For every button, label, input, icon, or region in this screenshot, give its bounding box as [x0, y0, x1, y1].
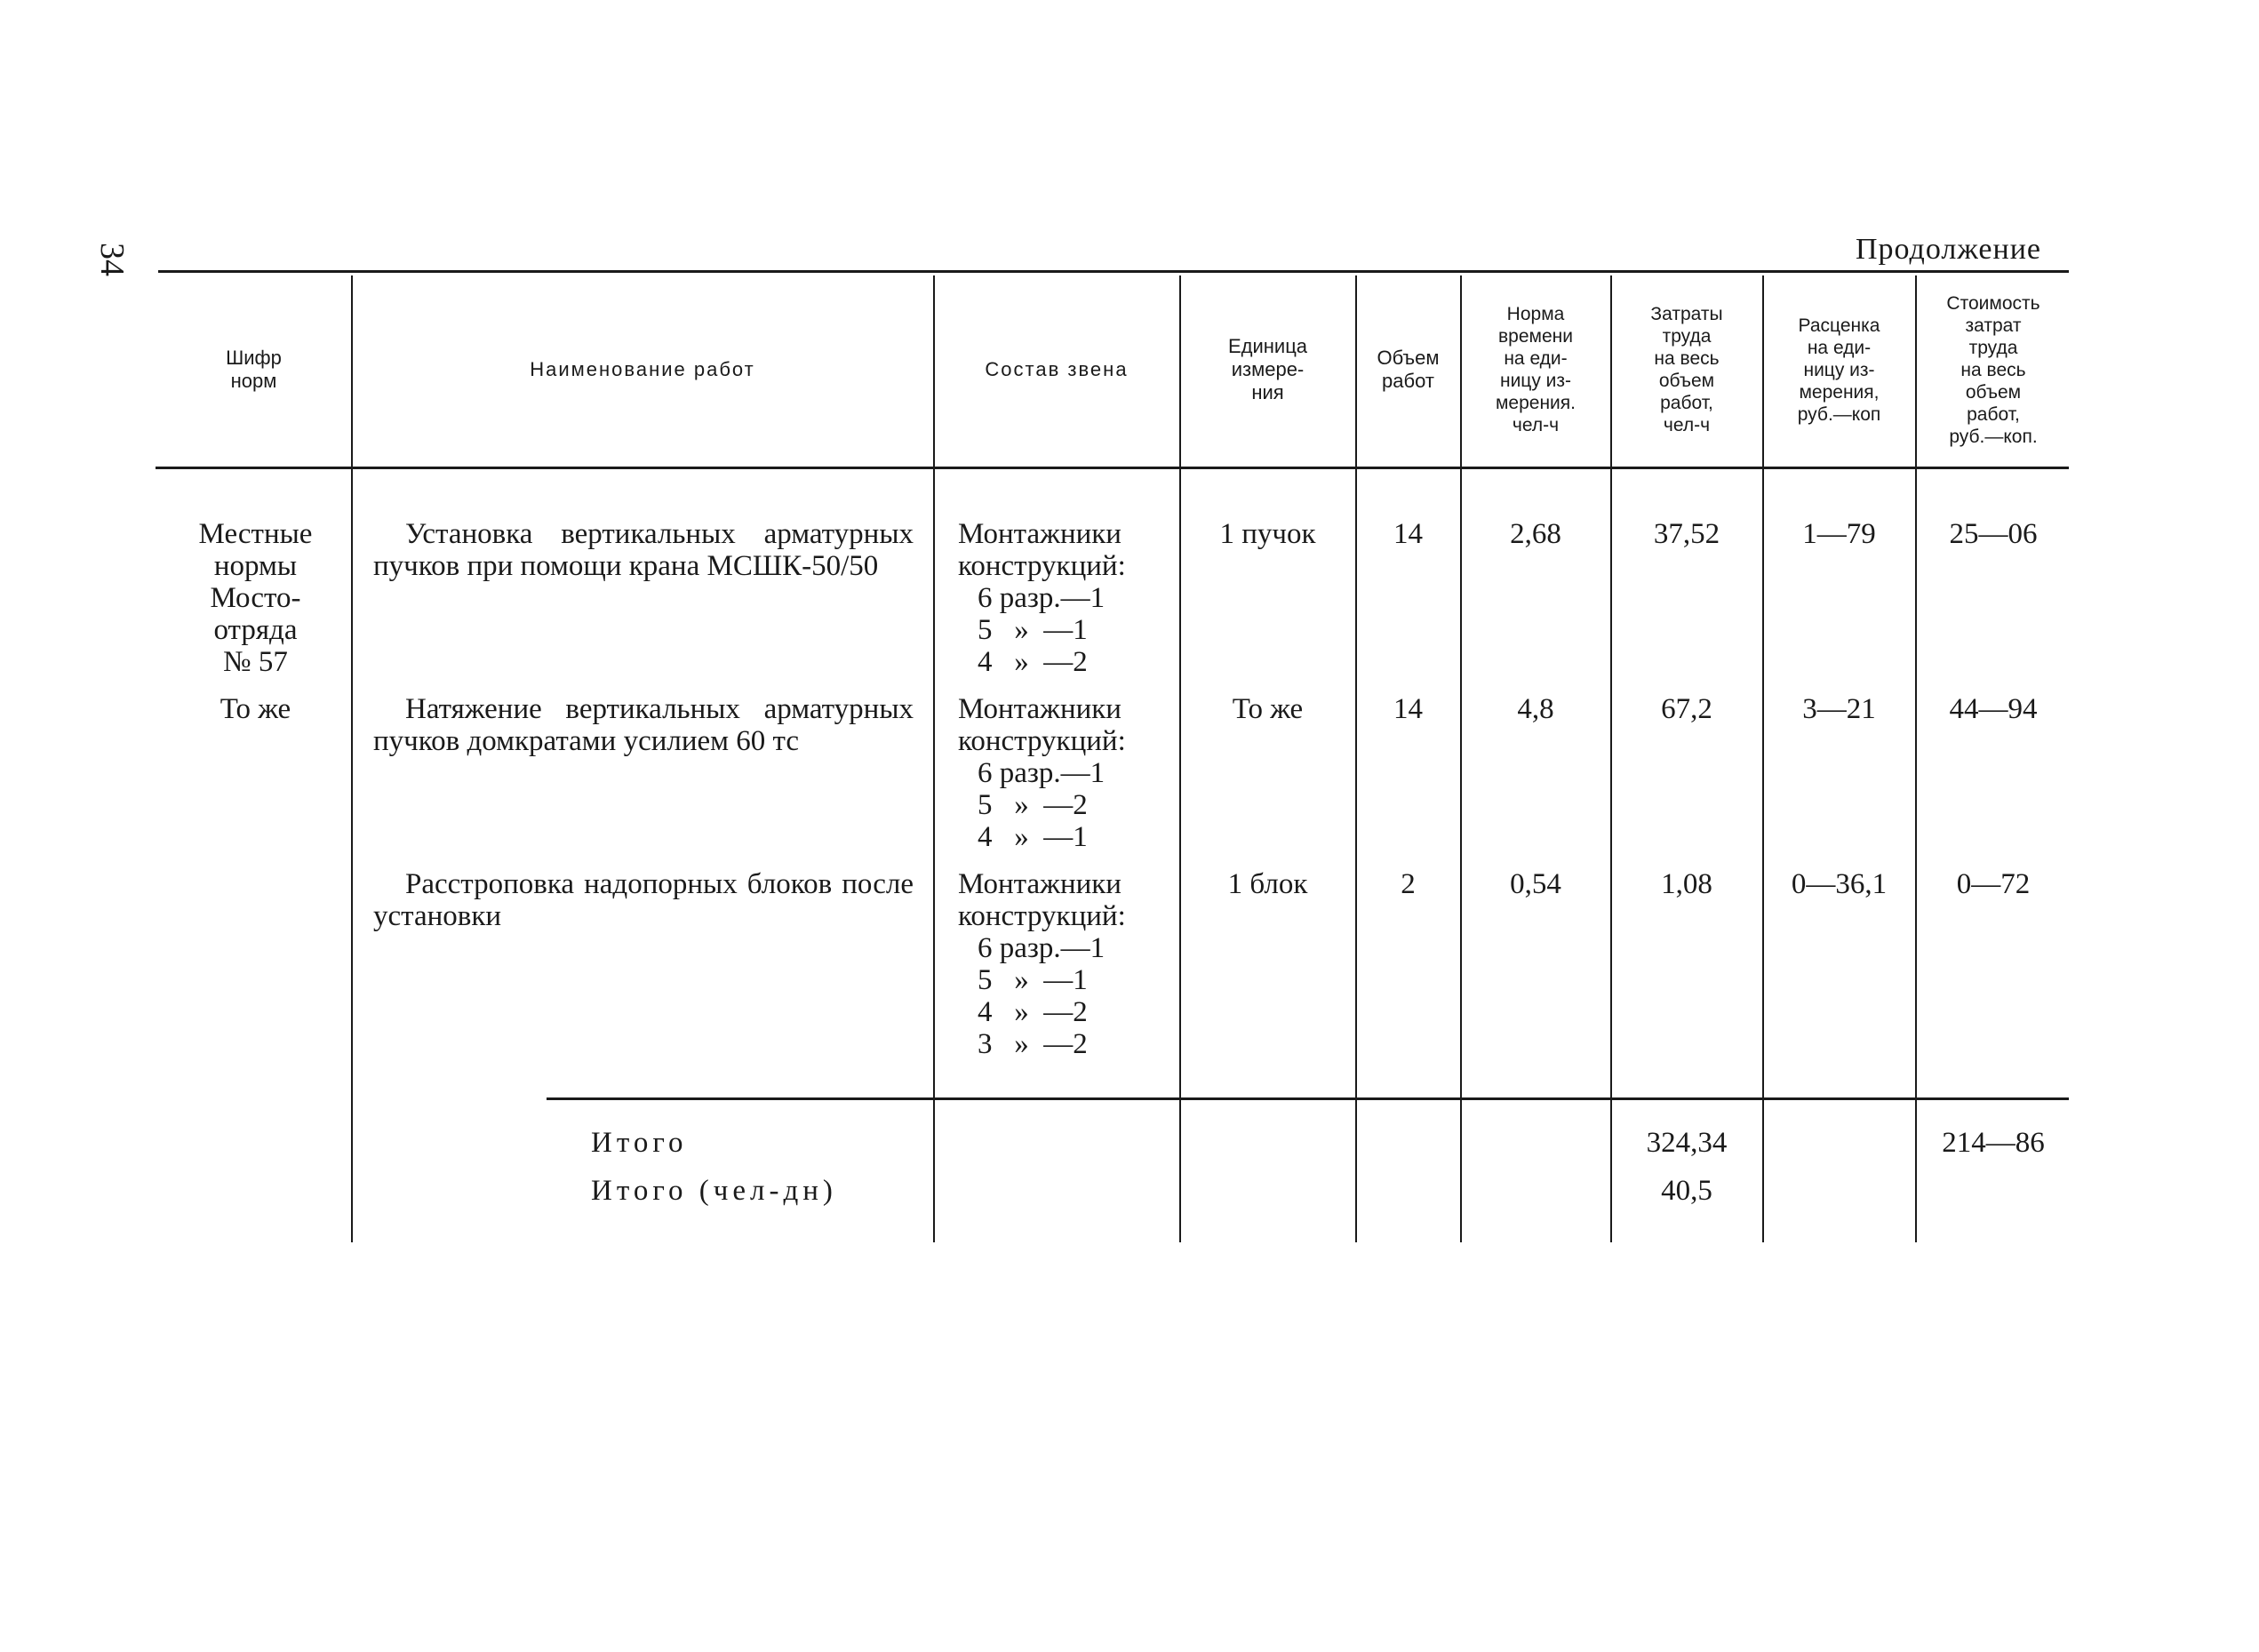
table-top-rule: [158, 270, 2069, 273]
header-rate: Расценка на еди- ницу из- мерения, руб.—коп: [1797, 315, 1881, 425]
header-work: Наименование работ: [530, 358, 755, 380]
row-cost-total: 0—72: [1956, 868, 2031, 900]
crew-line: 6 разр.—1: [978, 932, 1106, 964]
col-divider-5: [1460, 275, 1462, 1242]
totals-rule: [547, 1097, 2069, 1100]
row-volume: 14: [1393, 518, 1423, 550]
row-crew: [958, 693, 1171, 853]
crew-line: 4 » —1: [978, 821, 1088, 853]
continuation-label: Продолжение: [1855, 233, 2041, 266]
row-cost-total: 25—06: [1949, 518, 2038, 550]
total-labor-days: 40,5: [1661, 1175, 1712, 1207]
col-divider-1: [351, 275, 353, 1242]
crew-line: 6 разр.—1: [978, 582, 1106, 614]
crew-title: Монтажники конструкций:: [958, 868, 1126, 932]
row-time-norm: 4,8: [1517, 693, 1554, 725]
col-divider-2: [933, 275, 935, 1242]
crew-line: 5 » —1: [978, 614, 1088, 646]
header-bottom-rule: [156, 467, 2069, 469]
header-unit: Единица измере- ния: [1227, 335, 1308, 403]
crew-line: 4 » —2: [978, 646, 1088, 678]
row-crew: [958, 868, 1171, 1060]
row-unit: 1 блок: [1227, 868, 1308, 900]
row-rate: 0—36,1: [1791, 868, 1888, 900]
total-labor: 324,34: [1646, 1127, 1728, 1159]
col-divider-4: [1355, 275, 1357, 1242]
col-divider-7: [1762, 275, 1764, 1242]
header-volume: Объем работ: [1377, 347, 1440, 392]
row-labor-total: 37,52: [1653, 518, 1720, 550]
crew-line: 6 разр.—1: [978, 757, 1106, 789]
header-code: Шифр норм: [226, 347, 282, 392]
header-crew: Состав звена: [985, 358, 1129, 380]
row-code: Местные нормы Мосто- отряда № 57: [198, 518, 313, 678]
row-rate: 3—21: [1802, 693, 1876, 725]
row-volume: 14: [1393, 693, 1423, 725]
crew-line: 5 » —1: [978, 964, 1088, 996]
total-label-days: Итого (чел-дн): [591, 1175, 837, 1207]
row-crew: [958, 518, 1171, 678]
row-cost-total: 44—94: [1949, 693, 2038, 725]
crew-line: 5 » —2: [978, 789, 1088, 821]
total-label: Итого: [591, 1127, 688, 1159]
page-number: 34: [93, 243, 131, 276]
col-divider-3: [1179, 275, 1181, 1242]
crew-title: Монтажники конструкций:: [958, 693, 1126, 757]
col-divider-6: [1610, 275, 1612, 1242]
row-time-norm: 2,68: [1510, 518, 1561, 550]
row-labor-total: 1,08: [1661, 868, 1712, 900]
row-rate: 1—79: [1802, 518, 1876, 550]
row-labor-total: 67,2: [1661, 693, 1712, 725]
row-unit: То же: [1232, 693, 1304, 725]
row-work: Расстроповка надопорных блоков после установки: [373, 868, 914, 932]
crew-line: 3 » —2: [978, 1028, 1088, 1060]
crew-title: Монтажники конструкций:: [958, 518, 1126, 582]
header-labor-total: Затраты труда на весь объем работ, чел-ч: [1650, 304, 1723, 435]
row-volume: 2: [1401, 868, 1416, 900]
col-divider-8: [1915, 275, 1917, 1242]
total-cost: 214—86: [1942, 1127, 2045, 1159]
row-work: Установка вертикальных арматурных пучков при помощи крана МСШК-50/50: [373, 518, 914, 582]
row-work: Натяжение вертикальных арматурных пучков домкратами усилием 60 тс: [373, 693, 914, 757]
row-time-norm: 0,54: [1510, 868, 1561, 900]
header-cost-total: Стоимость затрат труда на весь объем работ, руб.—коп.: [1946, 292, 2040, 447]
row-code: То же: [220, 693, 291, 725]
crew-line: 4 » —2: [978, 996, 1088, 1028]
row-unit: 1 пучок: [1219, 518, 1316, 550]
header-time-norm: Норма времени на еди- ницу из- мерения. чел-ч: [1495, 304, 1576, 435]
